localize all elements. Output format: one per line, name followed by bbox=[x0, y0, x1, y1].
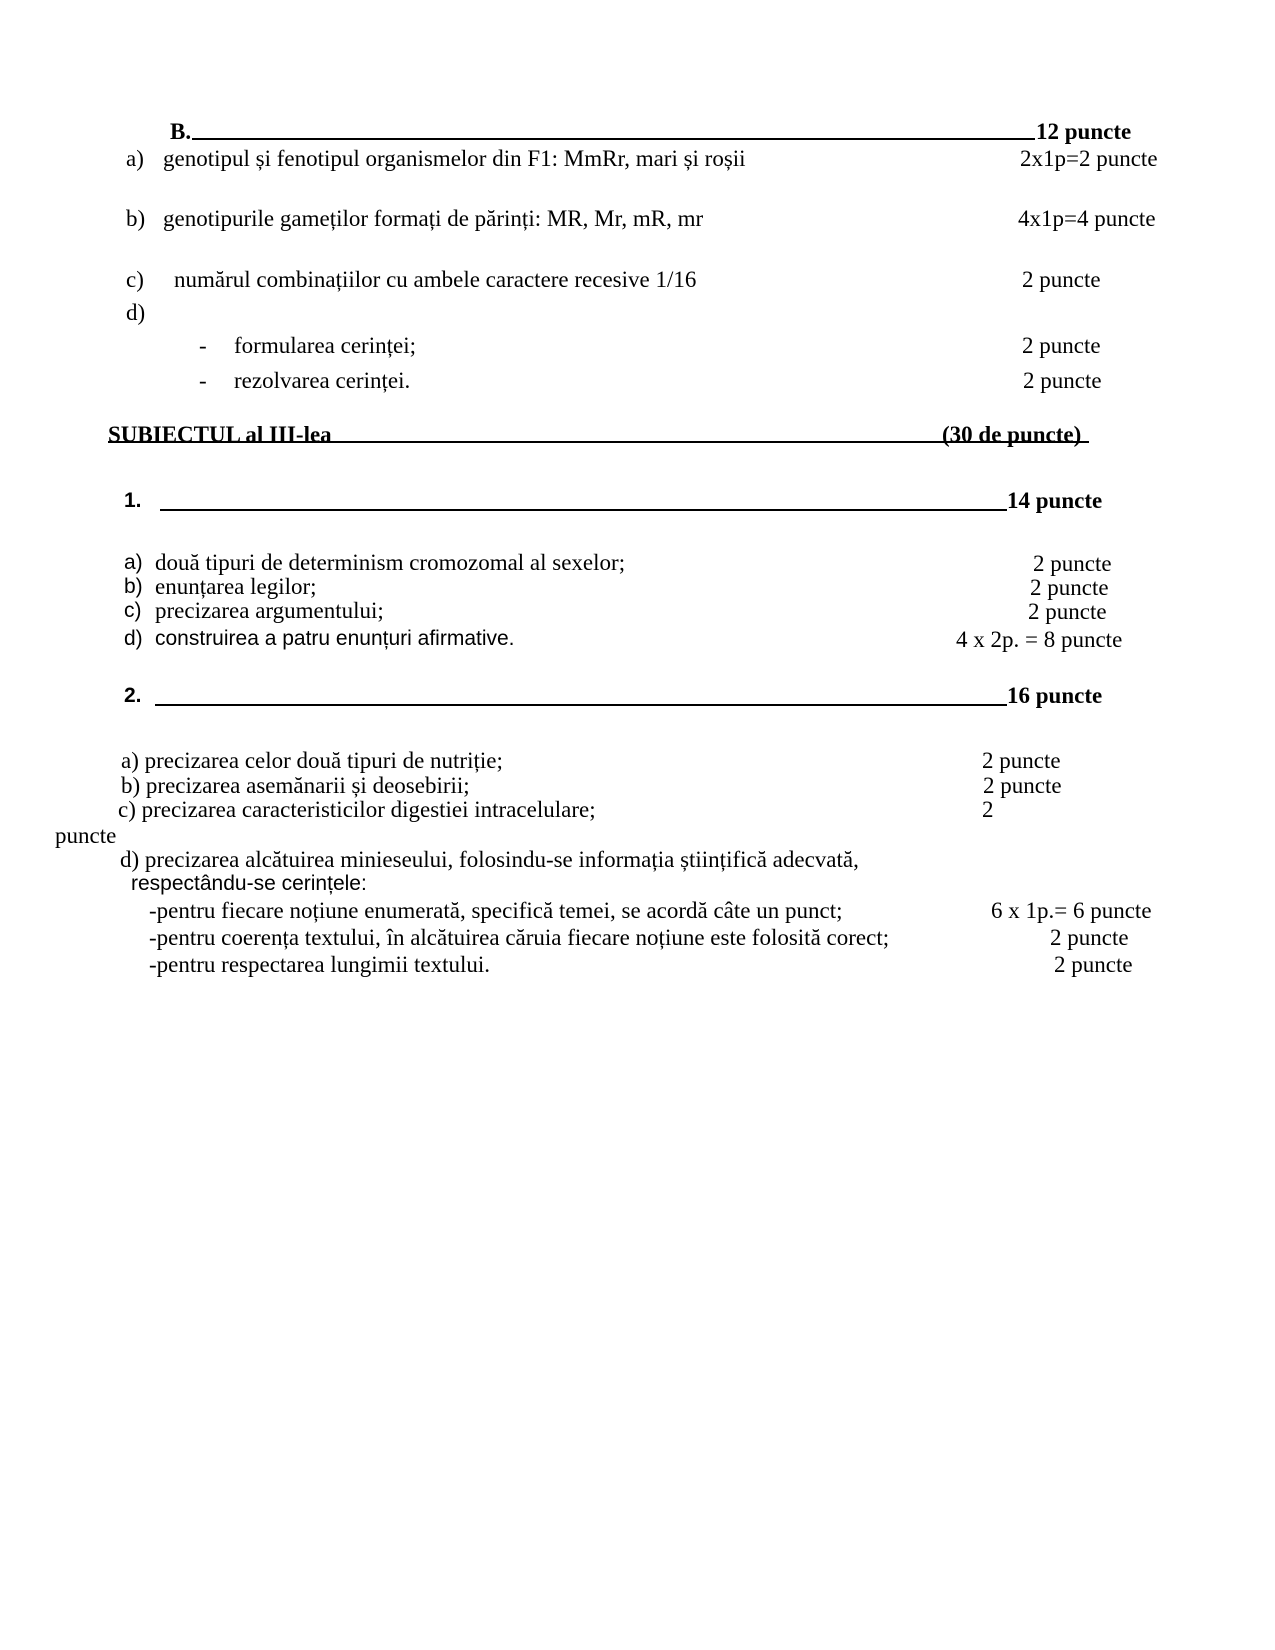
q2-item-b-text: b) precizarea asemănarii și deosebirii; bbox=[121, 773, 470, 798]
q2-criterion-notiune-points: 6 x 1p.= 6 puncte bbox=[991, 898, 1152, 923]
b-sub-item-dash: - bbox=[199, 368, 207, 393]
section-b-rule bbox=[192, 138, 1035, 140]
b-item-a-marker: a) bbox=[126, 146, 144, 171]
q2-criterion-coerenta-points: 2 puncte bbox=[1050, 925, 1129, 950]
section-b-label: B. bbox=[170, 119, 192, 144]
q2-criterion-coerenta-text: -pentru coerența textului, în alcătuirea căruia fiecare noțiune este folosită corect; bbox=[149, 925, 890, 950]
q2-criterion-lungime-points: 2 puncte bbox=[1054, 952, 1133, 977]
q2-item-a-points: 2 puncte bbox=[982, 748, 1061, 773]
q2-criterion-lungime-text: -pentru respectarea lungimii textului. bbox=[149, 952, 491, 977]
b-item-b-marker: b) bbox=[126, 206, 146, 231]
q1-points: 14 puncte bbox=[1007, 488, 1103, 513]
b-sub-item-formulare-points: 2 puncte bbox=[1022, 333, 1101, 358]
q1-item-a-points: 2 puncte bbox=[1033, 551, 1112, 576]
q2-item-b-points: 2 puncte bbox=[983, 773, 1062, 798]
q1-item-b-marker: b) bbox=[124, 575, 143, 598]
q1-item-d-points: 4 x 2p. = 8 puncte bbox=[956, 627, 1123, 652]
q1-item-b-text: enunțarea legilor; bbox=[155, 574, 317, 599]
q1-item-a-text: două tipuri de determinism cromozomal al sexelor; bbox=[155, 550, 626, 575]
q1-item-b-points: 2 puncte bbox=[1030, 575, 1109, 600]
b-sub-item-dash: - bbox=[199, 333, 207, 358]
b-item-c-text: numărul combinațiilor cu ambele caractere recesive 1/16 bbox=[174, 267, 697, 292]
q2-number: 2. bbox=[124, 684, 142, 707]
q1-item-c-text: precizarea argumentului; bbox=[155, 598, 384, 623]
q2-item-c-points-wrap: puncte bbox=[55, 823, 117, 848]
q2-item-d-line2: respectându-se cerințele: bbox=[131, 872, 367, 895]
q1-item-d-marker: d) bbox=[124, 627, 143, 650]
q1-number: 1. bbox=[124, 489, 142, 512]
q2-item-c-text: c) precizarea caracteristicilor digestiei intracelulare; bbox=[118, 797, 596, 822]
q1-rule bbox=[160, 509, 1007, 511]
subject-3-title: SUBIECTUL al III-lea bbox=[108, 422, 332, 447]
b-sub-item-formulare-text: formularea cerinței; bbox=[234, 333, 416, 358]
b-item-b-points: 4x1p=4 puncte bbox=[1018, 206, 1156, 231]
subject-3-points: (30 de puncte) bbox=[942, 422, 1082, 447]
q2-criterion-notiune-text: -pentru fiecare noțiune enumerată, specifică temei, se acordă câte un punct; bbox=[149, 898, 843, 923]
b-item-a-text: genotipul și fenotipul organismelor din F1: MmRr, mari și roșii bbox=[163, 146, 746, 171]
b-item-a-points: 2x1p=2 puncte bbox=[1020, 146, 1158, 171]
section-b-points: 12 puncte bbox=[1036, 119, 1132, 144]
b-item-d-marker: d) bbox=[126, 300, 146, 325]
b-item-c-points: 2 puncte bbox=[1022, 267, 1101, 292]
q2-item-c-points: 2 bbox=[982, 797, 994, 822]
b-item-b-text: genotipurile gameților formați de părinți: MR, Mr, mR, mr bbox=[163, 206, 704, 231]
q1-item-c-points: 2 puncte bbox=[1028, 599, 1107, 624]
b-sub-item-rezolvare-text: rezolvarea cerinței. bbox=[234, 368, 411, 393]
b-item-c-marker: c) bbox=[126, 267, 144, 292]
q2-points: 16 puncte bbox=[1007, 683, 1103, 708]
q1-item-a-marker: a) bbox=[124, 551, 143, 574]
q1-item-c-marker: c) bbox=[124, 599, 142, 622]
q2-item-a-text: a) precizarea celor două tipuri de nutriție; bbox=[121, 748, 503, 773]
q2-item-d-line1: d) precizarea alcătuirea minieseului, folosindu-se informația științifică adecvată, bbox=[120, 847, 859, 872]
b-sub-item-rezolvare-points: 2 puncte bbox=[1023, 368, 1102, 393]
q1-item-d-text: construirea a patru enunțuri afirmative. bbox=[155, 627, 515, 650]
q2-rule bbox=[155, 704, 1007, 706]
